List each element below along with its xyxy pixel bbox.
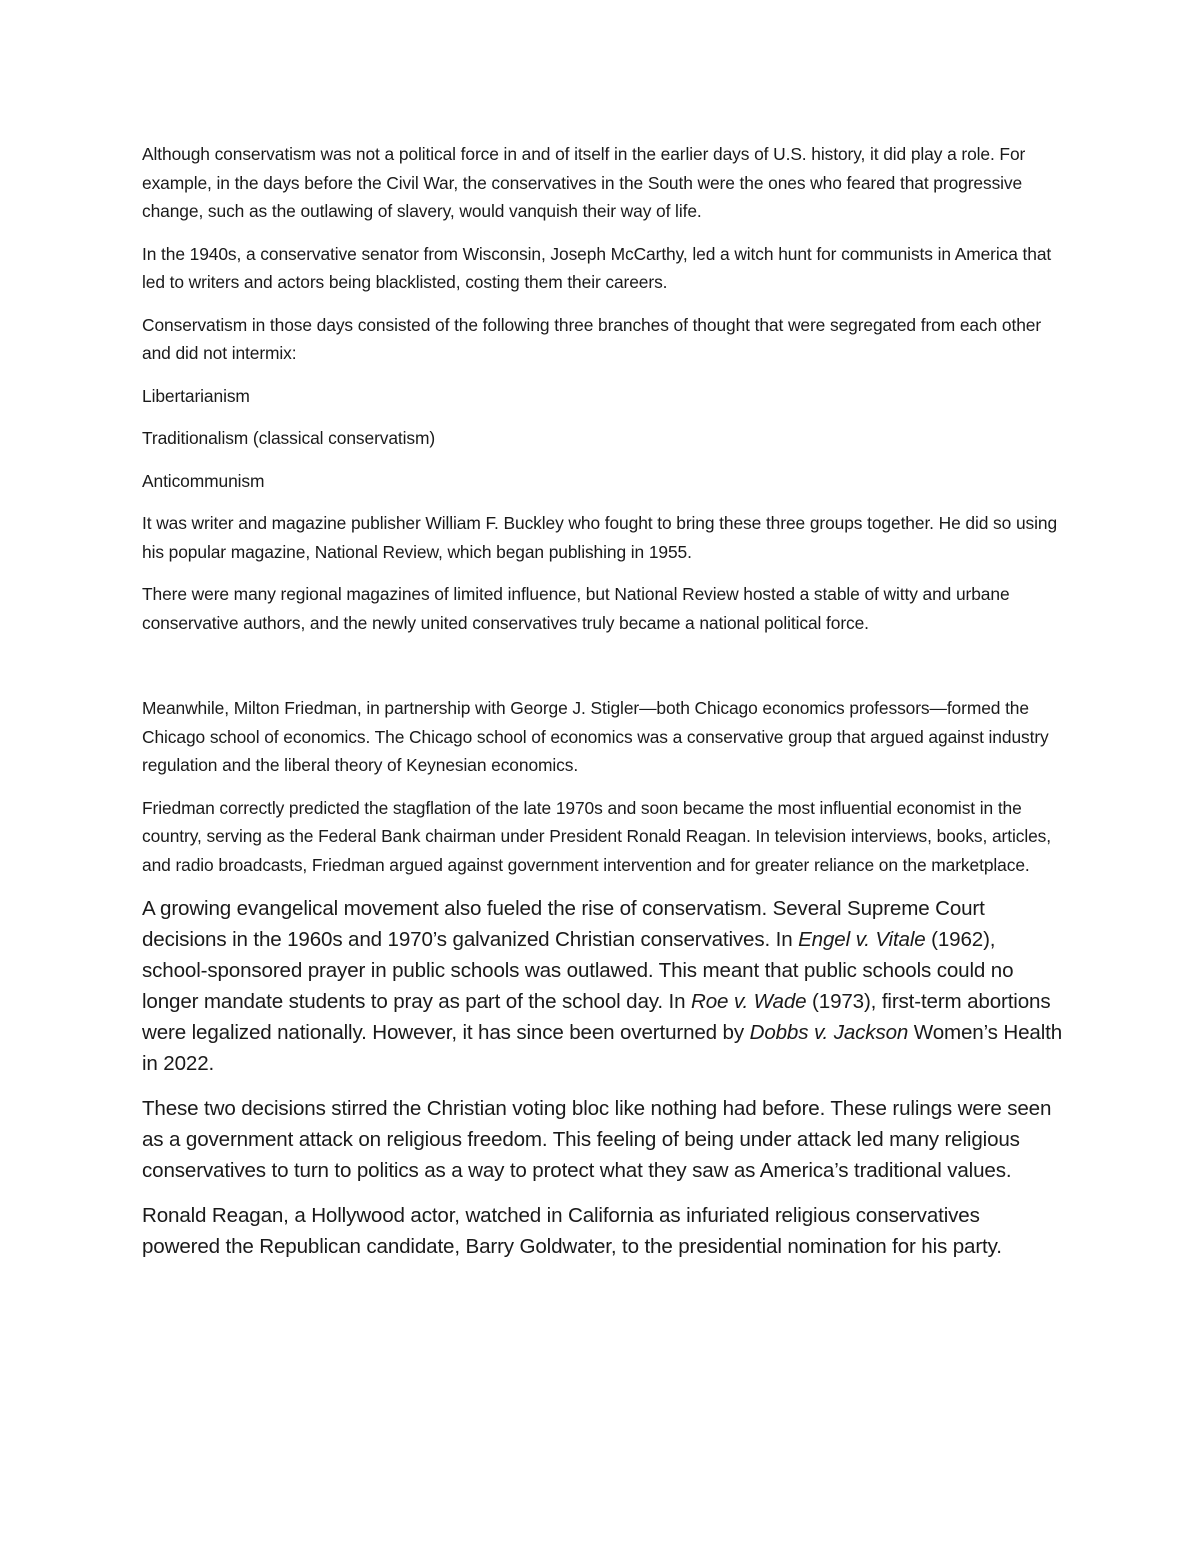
case-name-roe: Roe v. Wade [690,990,807,1013]
text-segment: Women’s Health in 2022. [142,1021,1063,1075]
paragraph-voting-bloc: These two decisions stirred the Christian voting bloc like nothing had before. These rulings were seen as a government attack on religious freedom. This feeling of being under attack led many religious conservatives to turn to politics as a way to protect what they saw as America’s traditional values. [142,1097,1052,1182]
paragraph-national-review: There were many regional magazines of limited influence, but National Review hosted a stable of witty and urbane conservative authors, and the newly united conservatives truly became a national political force. [142,584,1010,633]
case-name-dobbs: Dobbs v. Jackson [749,1021,909,1044]
paragraph-reagan: Ronald Reagan, a Hollywood actor, watched in California as infuriated religious conservatives powered the Republican candidate, Barry Goldwater, to the presidential nomination for his party. [142,1204,1002,1258]
paragraph-three-branches: Conservatism in those days consisted of the following three branches of thought that were segregated from each other and did not intermix: [142,314,1042,363]
paragraph-civil-war: Although conservatism was not a political force in and of itself in the earlier days of U.S. history, it did play a role. For example, in the days before the Civil War, the conservatives in the South were the ones who feared that progressive change, such as the outlawing of slavery, would vanquish their way of life. [142,144,1026,221]
text-segment: (1962), school-sponsored prayer in public schools was outlawed. This meant that public schools could no longer mandate students to pray as part of the school day. In [142,928,1014,1013]
paragraph-mccarthy: In the 1940s, a conservative senator from Wisconsin, Joseph McCarthy, led a witch hunt for communists in America that led to writers and actors being blacklisted, costing them their careers. [142,243,1052,292]
paragraph-chicago-school: Meanwhile, Milton Friedman, in partnership with George J. Stigler—both Chicago economics professors—formed the Chicago school of economics. The Chicago school of economics was a conservative group that argued against industry regulation and the liberal theory of Keynesian economics. [142,698,1049,775]
paragraph-buckley: It was writer and magazine publisher William F. Buckley who fought to bring these three groups together. He did so using his popular magazine, National Review, which began publishing in 1955. [142,513,1058,562]
blank-line [142,651,1062,694]
case-name-engel: Engel v. Vitale [798,928,926,951]
paragraph-supreme-court [142,893,1062,1079]
paragraph-friedman: Friedman correctly predicted the stagflation of the late 1970s and soon became the most influential economist in the country, serving as the Federal Bank chairman under President Ronald Reagan. In television interviews, books, articles, and radio broadcasts, Friedman argued against government intervention and for greater reliance on the marketplace. [142,797,1051,875]
document-page [142,140,1062,1276]
text-segment: (1973), first-term abortions were legalized nationally. However, it has since been overturned by [142,990,1051,1044]
branch-anticommunism: Anticommunism [142,470,265,491]
section-evangelical [142,893,1062,1262]
branch-libertarianism: Libertarianism [142,385,250,406]
text-segment: A growing evangelical movement also fueled the rise of conservatism. Several Supreme Court decisions in the 1960s and 1970’s galvanized Christian conservatives. In [142,897,985,951]
branch-traditionalism: Traditionalism (classical conservatism) [142,428,436,448]
section-early-conservatism [142,140,1062,879]
